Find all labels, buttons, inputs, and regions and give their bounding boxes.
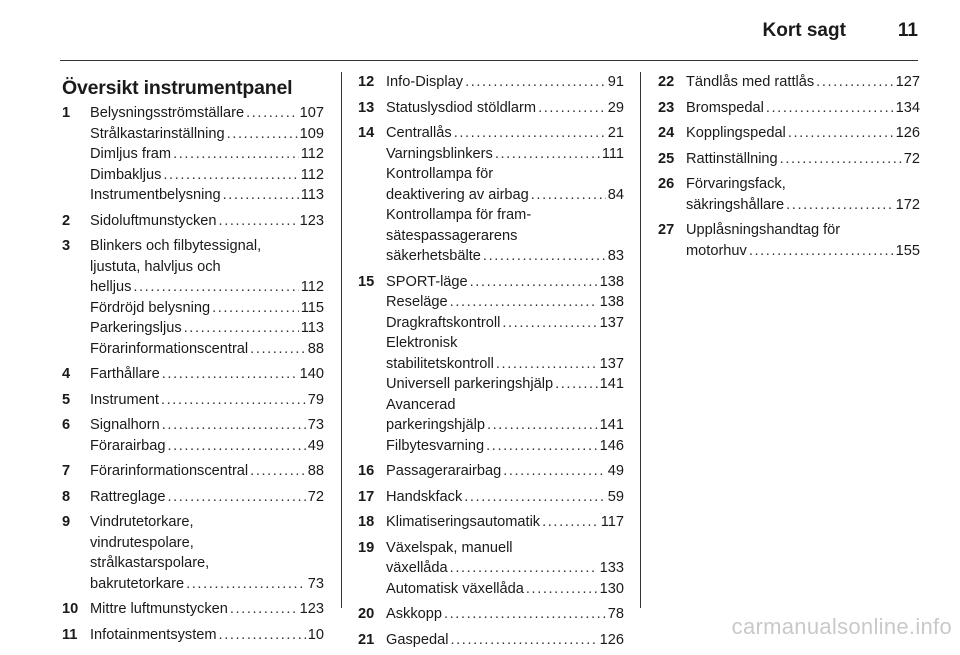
entry-line (386, 164, 624, 185)
entry-line (90, 436, 324, 457)
column-divider (640, 72, 641, 608)
page-reference: 112 (300, 279, 324, 295)
index-entry (62, 461, 324, 482)
entry-line (90, 364, 324, 385)
page-reference: 72 (307, 488, 324, 505)
dot-leader (450, 558, 598, 579)
page-reference: 109 (299, 125, 324, 142)
dot-leader (502, 313, 597, 334)
entry-line (90, 298, 324, 319)
entry-line (386, 272, 624, 293)
page-reference: 134 (895, 99, 920, 116)
entry-label: växellåda (386, 560, 448, 576)
entry-line (386, 395, 624, 416)
entry-label: Signalhorn (90, 417, 160, 433)
page-reference: 78 (607, 606, 624, 622)
index-entry (62, 236, 324, 359)
dot-leader (816, 72, 893, 93)
dot-leader (167, 436, 305, 457)
entry-number: 18 (358, 514, 375, 530)
index-entry (62, 487, 324, 508)
entry-line (386, 313, 624, 334)
entry-label: Gaspedal (386, 631, 449, 648)
entry-number: 4 (62, 366, 71, 382)
index-entry (658, 123, 920, 144)
entry-label: Handskfack (386, 488, 463, 505)
entry-label: Blinkers och filbytessignal, (90, 238, 262, 254)
index-column-3 (658, 72, 920, 266)
entry-label: Passagerarairbag (386, 463, 502, 479)
entry-number: 1 (62, 105, 71, 121)
entry-line (90, 277, 324, 298)
entry-label: Förarinformationscentral (90, 340, 249, 357)
entry-label: Fördröjd belysning (90, 299, 211, 316)
entry-label: deaktivering av airbag (386, 186, 529, 203)
entry-line (386, 205, 624, 226)
entry-line (386, 630, 624, 651)
dot-leader (766, 98, 894, 119)
entry-number: 13 (358, 99, 375, 116)
page-reference: 21 (607, 125, 624, 141)
entry-number: 17 (358, 488, 375, 505)
index-entry (658, 174, 920, 215)
dot-leader (749, 241, 894, 262)
index-entry (658, 149, 920, 170)
entry-line (686, 123, 920, 144)
dot-leader (162, 364, 298, 385)
index-entry (358, 630, 624, 651)
page-reference: 112 (300, 166, 324, 183)
dot-leader (223, 185, 299, 206)
entry-label: motorhuv (686, 242, 747, 259)
entry-line (386, 538, 624, 559)
dot-leader (555, 374, 598, 395)
entry-line (386, 512, 624, 533)
entry-label: bakrutetorkare (90, 575, 185, 592)
entry-label: strålkastarspolare, (90, 555, 210, 571)
dot-leader (173, 144, 299, 165)
index-entry (358, 98, 624, 119)
entry-label: Centrallås (386, 125, 452, 141)
entry-line (90, 211, 324, 232)
entry-number: 21 (358, 631, 375, 648)
page-reference: 127 (895, 74, 920, 90)
page-reference: 155 (895, 242, 920, 259)
index-entry (358, 461, 624, 482)
dot-leader (227, 124, 298, 145)
page-reference: 146 (599, 437, 624, 454)
page-reference: 126 (895, 125, 920, 141)
entry-number: 14 (358, 125, 375, 141)
entry-line (90, 390, 324, 411)
page-reference: 141 (599, 376, 624, 392)
entry-number: 2 (62, 212, 71, 229)
entry-number: 12 (358, 74, 375, 90)
page-reference: 112 (300, 146, 324, 162)
page-reference: 73 (307, 575, 324, 592)
entry-line (686, 149, 920, 170)
dot-leader (230, 599, 298, 620)
entry-label: Reseläge (386, 294, 448, 310)
entry-label: Förarairbag (90, 437, 166, 454)
page-reference: 141 (599, 417, 624, 433)
page-reference: 107 (299, 105, 324, 121)
page-reference: 117 (600, 514, 624, 530)
entry-number: 16 (358, 463, 375, 479)
index-column-1 (62, 74, 324, 650)
dot-leader (212, 298, 299, 319)
page-reference: 113 (300, 320, 324, 336)
entry-label: Vindrutetorkare, (90, 514, 194, 530)
dot-leader (496, 354, 598, 375)
entry-label: parkeringshjälp (386, 417, 485, 433)
dot-leader (186, 574, 306, 595)
entry-line (90, 318, 324, 339)
entry-label: Info-Display (386, 74, 464, 90)
entry-label: Kontrollampa för (386, 166, 494, 182)
index-entry (658, 220, 920, 261)
dot-leader (184, 318, 299, 339)
entry-label: Avancerad (386, 396, 456, 413)
dot-leader (483, 246, 606, 267)
index-entry (62, 599, 324, 620)
entry-line (386, 354, 624, 375)
entry-label: Automatisk växellåda (386, 580, 524, 597)
entry-label: ljustuta, halvljus och (90, 258, 221, 275)
page-reference: 29 (607, 99, 624, 116)
entry-line (686, 241, 920, 262)
page-reference: 130 (599, 580, 624, 597)
page-reference: 123 (299, 601, 324, 617)
dot-leader (450, 292, 598, 313)
entry-line (386, 98, 624, 119)
entry-label: stabilitetskontroll (386, 355, 494, 372)
page-reference: 123 (299, 212, 324, 229)
entry-line (90, 487, 324, 508)
dot-leader (133, 277, 298, 298)
entry-line (90, 257, 324, 278)
page-reference: 126 (599, 631, 624, 648)
entry-line (386, 185, 624, 206)
entry-label: Rattreglage (90, 488, 166, 505)
dot-leader (250, 339, 306, 360)
entry-line (386, 436, 624, 457)
entry-number: 26 (658, 176, 675, 192)
page-reference: 137 (599, 314, 624, 331)
dot-leader (250, 461, 306, 482)
index-entry (358, 487, 624, 508)
running-header (60, 16, 918, 46)
index-entry (358, 512, 624, 533)
dot-leader (486, 436, 597, 457)
entry-label: säkerhetsbälte (386, 248, 481, 264)
dot-leader (163, 165, 298, 186)
entry-number: 20 (358, 606, 375, 622)
entry-label: Dimljus fram (90, 146, 172, 162)
entry-line (90, 512, 324, 533)
entry-line (386, 333, 624, 354)
entry-line (90, 461, 324, 482)
entry-line (686, 174, 920, 195)
entry-line (686, 195, 920, 216)
entry-line (90, 415, 324, 436)
dot-leader (167, 487, 305, 508)
page-reference: 49 (307, 437, 324, 454)
page-reference: 83 (607, 248, 624, 264)
page-reference: 113 (300, 187, 324, 203)
dot-leader (162, 415, 306, 436)
page-reference: 138 (599, 273, 624, 290)
entry-line (386, 292, 624, 313)
entry-label: Askkopp (386, 606, 442, 622)
page-reference: 138 (599, 294, 624, 310)
entry-line (90, 599, 324, 620)
entry-label: Elektronisk (386, 335, 458, 351)
page-reference: 49 (607, 463, 624, 479)
entry-line (386, 487, 624, 508)
entry-line (386, 415, 624, 436)
dot-leader (487, 415, 598, 436)
entry-label: Strålkastarinställning (90, 125, 225, 142)
entry-label: Tändlås med rattlås (686, 74, 815, 90)
page-reference: 115 (300, 299, 324, 316)
entry-label: Instrumentbelysning (90, 187, 221, 203)
page-reference: 72 (903, 150, 920, 167)
page-reference: 10 (307, 626, 324, 643)
entry-line (386, 579, 624, 600)
index-entry (658, 72, 920, 93)
page-reference: 137 (599, 355, 624, 372)
index-entry (62, 103, 324, 206)
entry-label: Universell parkeringshjälp (386, 376, 554, 392)
entry-label: Parkeringsljus (90, 320, 182, 336)
dot-leader (161, 390, 306, 411)
entry-label: Rattinställning (686, 150, 778, 167)
entry-label: Infotainmentsystem (90, 626, 217, 643)
entry-label: Upplåsningshandtag för (686, 222, 841, 238)
entry-label: Dragkraftskontroll (386, 314, 501, 331)
page-reference: 140 (299, 366, 324, 382)
index-entry (62, 512, 324, 594)
entry-label: helljus (90, 279, 132, 295)
dot-leader (219, 211, 298, 232)
entry-line (386, 461, 624, 482)
dot-leader (538, 98, 606, 119)
page-reference: 88 (307, 463, 324, 479)
entry-label: Instrument (90, 391, 159, 408)
entry-number: 23 (658, 99, 675, 116)
dot-leader (786, 195, 893, 216)
entry-line (90, 103, 324, 124)
page-reference: 133 (599, 560, 624, 576)
watermark: carmanualsonline.info (731, 614, 952, 639)
dot-leader (531, 185, 606, 206)
entry-line (90, 124, 324, 145)
index-entry (658, 98, 920, 119)
page-reference: 111 (601, 145, 624, 162)
entry-line (686, 220, 920, 241)
entry-label: Filbytesvarning (386, 437, 485, 454)
page-reference: 73 (307, 417, 324, 433)
entry-label: Farthållare (90, 366, 160, 382)
column-divider (341, 72, 342, 608)
entry-line (386, 246, 624, 267)
dot-leader (470, 272, 598, 293)
entry-line (386, 558, 624, 579)
entry-label: Sidoluftmunstycken (90, 212, 217, 229)
entry-label: Klimatiseringsautomatik (386, 514, 541, 530)
entry-line (90, 533, 324, 554)
entry-line (386, 374, 624, 395)
page-reference: 172 (895, 196, 920, 213)
dot-leader (464, 487, 606, 508)
entry-number: 10 (62, 601, 79, 617)
entry-number: 24 (658, 125, 675, 141)
entry-line (90, 574, 324, 595)
entry-number: 6 (62, 417, 71, 433)
index-column-2 (358, 72, 624, 655)
index-entry (358, 72, 624, 93)
section-title: Översikt instrumentpanel (62, 77, 293, 99)
index-entry (358, 123, 624, 267)
header-title: Kort sagt (762, 20, 846, 41)
entry-number: 5 (62, 391, 71, 408)
entry-line (386, 144, 624, 165)
entry-label: SPORT-läge (386, 273, 468, 290)
entry-line (90, 144, 324, 165)
entry-number: 7 (62, 463, 71, 479)
entry-label: Statuslysdiod stöldlarm (386, 99, 537, 116)
dot-leader (246, 103, 298, 124)
index-entry (358, 538, 624, 600)
dot-leader (454, 123, 606, 144)
entry-label: Bromspedal (686, 99, 764, 116)
entry-line (90, 236, 324, 257)
entry-number: 27 (658, 222, 675, 238)
index-entry (62, 364, 324, 385)
entry-line (686, 98, 920, 119)
dot-leader (503, 461, 606, 482)
entry-line (90, 339, 324, 360)
dot-leader (444, 604, 606, 625)
entry-label: Kopplingspedal (686, 125, 786, 141)
entry-line (386, 72, 624, 93)
entry-label: Varningsblinkers (386, 145, 493, 162)
entry-label: Förarinformationscentral (90, 463, 249, 479)
page-reference: 59 (607, 488, 624, 505)
entry-label: vindrutespolare, (90, 534, 194, 551)
dot-leader (495, 144, 600, 165)
entry-line (386, 604, 624, 625)
dot-leader (542, 512, 599, 533)
entry-number: 9 (62, 514, 71, 530)
entry-label: Förvaringsfack, (686, 176, 786, 192)
dot-leader (780, 149, 902, 170)
entry-label: sätespassagerarens (386, 227, 518, 244)
page-reference: 88 (307, 340, 324, 357)
index-entry (62, 415, 324, 456)
index-entry (62, 390, 324, 411)
entry-number: 3 (62, 238, 71, 254)
entry-line (90, 185, 324, 206)
header-rule (60, 60, 918, 61)
entry-line (386, 123, 624, 144)
page-reference: 91 (607, 74, 624, 90)
entry-line (686, 72, 920, 93)
entry-line (90, 165, 324, 186)
dot-leader (450, 630, 597, 651)
entry-line (386, 226, 624, 247)
index-entry (358, 604, 624, 625)
index-entry (62, 211, 324, 232)
entry-number: 8 (62, 488, 71, 505)
page-reference: 79 (307, 391, 324, 408)
page-reference: 84 (607, 186, 624, 203)
header-page-number: 11 (897, 20, 918, 41)
entry-label: Mittre luftmunstycken (90, 601, 228, 617)
entry-number: 22 (658, 74, 675, 90)
entry-label: Kontrollampa för fram- (386, 207, 532, 223)
entry-number: 15 (358, 273, 375, 290)
entry-number: 25 (658, 150, 675, 167)
dot-leader (465, 72, 606, 93)
entry-label: säkringshållare (686, 196, 785, 213)
entry-number: 19 (358, 539, 375, 556)
entry-label: Dimbakljus (90, 166, 162, 183)
entry-label: Växelspak, manuell (386, 539, 513, 556)
dot-leader (526, 579, 598, 600)
entry-label: Belysningsströmställare (90, 105, 245, 121)
entry-line (90, 553, 324, 574)
dot-leader (788, 123, 894, 144)
index-entry (358, 272, 624, 457)
entry-number: 11 (62, 626, 78, 643)
